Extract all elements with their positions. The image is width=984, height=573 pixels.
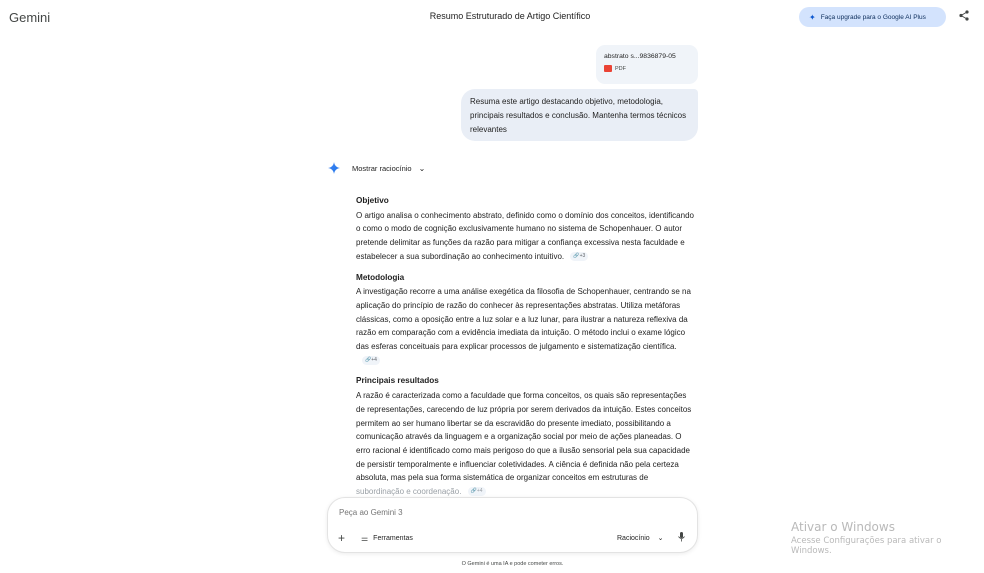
prompt-composer <box>327 497 698 553</box>
sparkle-icon: ✦ <box>809 12 816 22</box>
section-text: O artigo analisa o conhecimento abstrato, definido como o domínio dos conceitos, identificando o como o modo de cognição exclusivamente humano no sistema de Schopenhauer. O autor pretende delimitar as funções da razão para mitigar a confiança excessiva nesta faculdade e estabelecer a sua subordinação ao conhecimento intuitivo. <box>356 210 694 261</box>
chevron-down-icon: ⌄ <box>657 535 664 542</box>
mode-selector[interactable] <box>617 534 664 542</box>
citation-chip[interactable]: 🔗+4 <box>468 487 486 496</box>
section-title: Metodologia <box>356 272 405 282</box>
upgrade-label: Faça upgrade para o Google AI Plus <box>820 13 926 21</box>
mode-label: Raciocínio <box>617 535 650 542</box>
section-principais-resultados <box>356 374 696 498</box>
upgrade-button[interactable] <box>799 7 946 27</box>
show-reasoning-toggle[interactable] <box>328 162 425 174</box>
section-text: A investigação recorre a uma análise exegética da filosofia de Schopenhauer, centrando se na aplicação do princípio de razão do conhecer às representações abstratas. Utiliza metáforas clássicas, como a oposição entre a luz solar e a luz lunar, para ilustrar a natureza reflexiva da razão em comparação com a evidência imediata da intuição. O método inclui o exame lógico das esferas conceituais para explicar processos de julgamento e sistematização científica. <box>356 287 691 352</box>
windows-activation-title: Ativar o Windows <box>791 520 895 534</box>
reasoning-label: Mostrar raciocínio <box>352 163 412 173</box>
microphone-icon[interactable] <box>678 532 685 544</box>
section-title: Objetivo <box>356 196 389 205</box>
prompt-input[interactable] <box>339 508 679 517</box>
attachment-name: abstrato s...9836879-05 <box>604 53 676 60</box>
model-response <box>356 194 696 506</box>
chevron-down-icon: ⌄ <box>418 163 426 173</box>
gemini-logo[interactable]: Gemini <box>9 10 51 25</box>
section-text-faded: subordinação e coordenação. <box>356 487 462 497</box>
section-title: Principais resultados <box>356 376 439 386</box>
attachment-chip[interactable] <box>596 45 698 84</box>
conversation-title[interactable]: Resumo Estruturado de Artigo Científico <box>429 11 591 21</box>
windows-activation-subtitle: Acesse Configurações para ativar o Windows. <box>791 536 942 556</box>
gemini-star-icon <box>328 162 340 174</box>
section-objetivo <box>356 194 696 264</box>
citation-chip[interactable]: 🔗+4 <box>362 356 380 365</box>
pdf-icon <box>604 65 612 72</box>
sliders-icon: ⚌ <box>361 534 369 543</box>
citation-chip[interactable]: 🔗+3 <box>570 252 588 261</box>
disclaimer: O Gemini é uma IA e pode cometer erros. <box>461 561 564 567</box>
section-metodologia <box>356 271 696 368</box>
tools-button[interactable] <box>361 534 413 543</box>
share-icon[interactable] <box>959 10 969 24</box>
add-icon[interactable]: + <box>338 531 346 545</box>
section-text: A razão é caracterizada como a faculdade que forma conceitos, os quais são representações de representações, carecendo de luz própria por serem derivados da intuição. Estes conceitos permitem ao ser humano libertar se da escravidão do presente imediato, possibilitando a comunicação através da linguagem e a organização social por meio de ações planeadas. O erro racional é identificado como mais perigoso do que a ilusão sensorial pela sua capacidade de persistir temporalmente e influenciar coletividades. A ciência é definida não pela certeza absoluta, mas pela sua forma sistemática de organizar conceitos em estruturas de <box>356 391 692 483</box>
user-message: Resuma este artigo destacando objetivo, metodologia, principais resultados e conclusão. Mantenha termos técnicos relevantes <box>461 89 698 141</box>
tools-label: Ferramentas <box>373 535 413 542</box>
attachment-type: PDF <box>615 65 626 72</box>
